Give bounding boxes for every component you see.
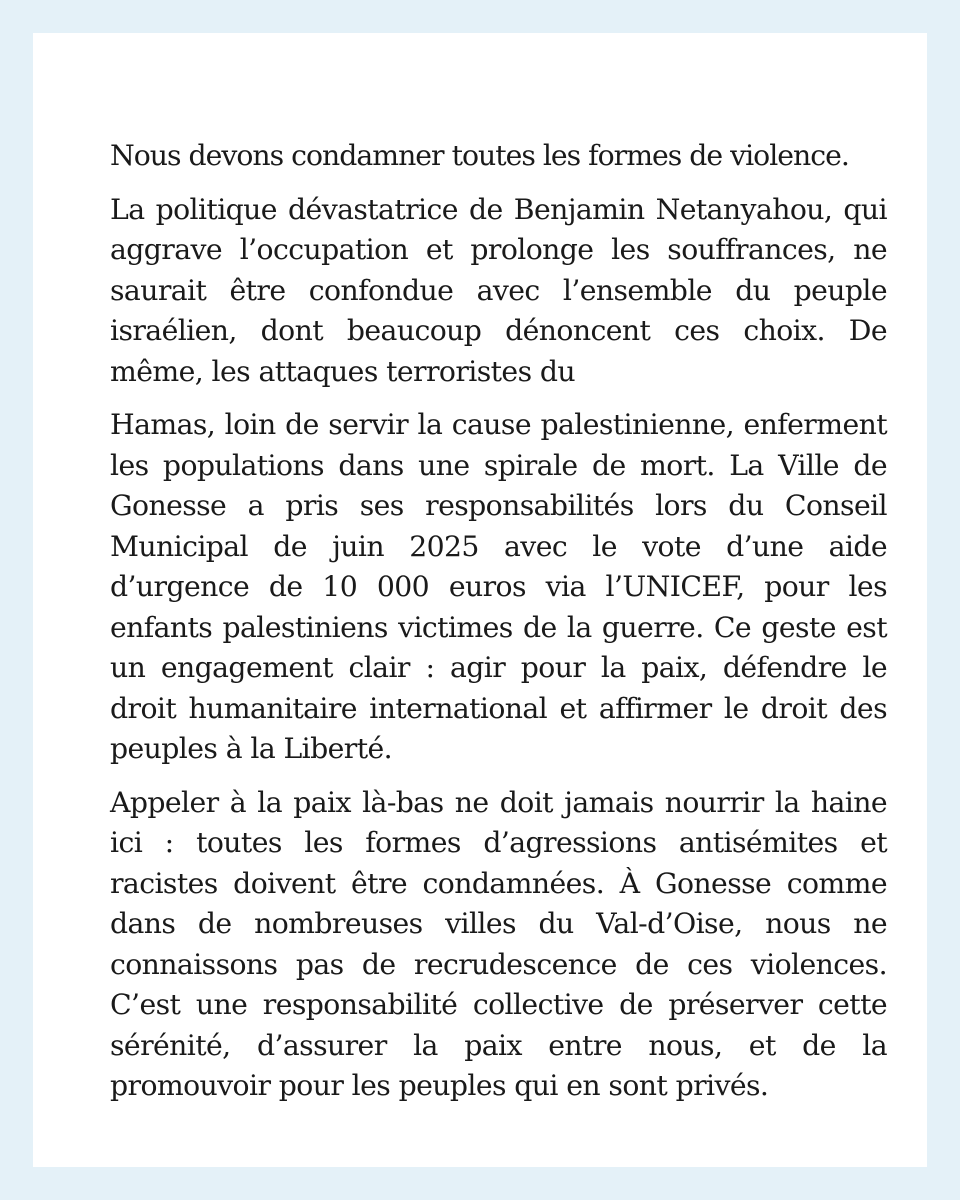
paragraph-hamas-gonesse: Hamas, loin de servir la cause palestinienne, enferment les populations dans une spirale de mort. La Ville de Gonesse a pris ses responsabilités lors du Conseil Municipal de juin 2025 avec le vote d’une aide d’urgence de 10 000 euros via l’UNICEF, pour les enfants palestiniens victimes de la guerre. Ce geste est un engagement clair : agir pour la paix, défendre le droit humanitaire international et affirmer le droit des peuples à la Liberté. — [110, 408, 887, 765]
statement-text — [110, 136, 887, 1107]
paragraph-appeal: Appeler à la paix là-bas ne doit jamais nourrir la haine ici : toutes les formes d’agressions antisémites et racistes doivent être condamnées. À Gonesse comme dans de nombreuses villes du Val-d’Oise, nous ne connaissons pas de recrudescence de ces violences. C’est une responsabilité collective de préserver cette sérénité, d’assurer la paix entre nous, et de la promouvoir pour les peuples qui en sont privés. — [110, 785, 887, 1102]
paragraph-netanyahou: La politique dévastatrice de Benjamin Netanyahou, qui aggrave l’occupation et prolonge les souffrances, ne saurait être confondue avec l’ensemble du peuple israélien, dont beaucoup dénoncent ces choix. De même, les attaques terroristes du — [110, 192, 887, 388]
text-card — [33, 33, 927, 1167]
paragraph-intro: Nous devons condamner toutes les formes de violence. — [110, 139, 849, 172]
